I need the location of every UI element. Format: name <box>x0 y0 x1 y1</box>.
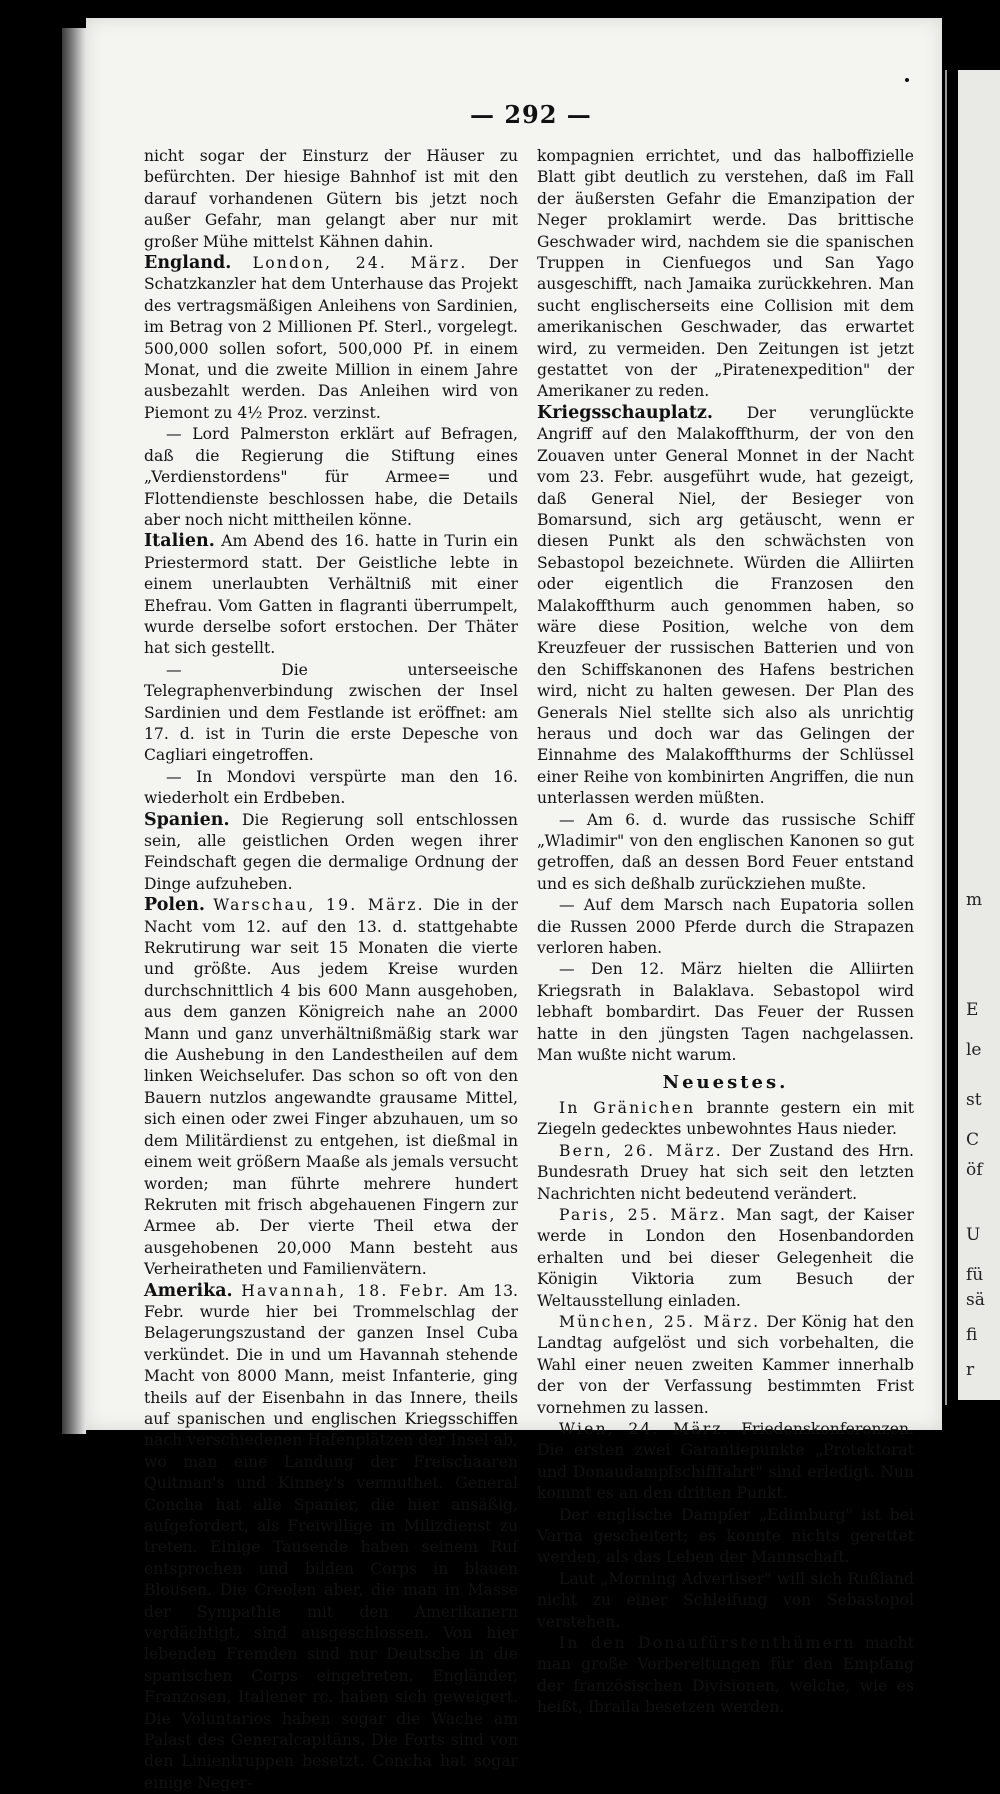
article-paragraph <box>537 1633 914 1719</box>
paragraph-text: Der verunglückte Angriff auf den Malakoffthurm, der von den Zouaven unter General Monnet in der Nacht vom 23. Febr. ausgeführt wude, hat gezeigt, daß General Niel, der Besieger von Bomarsund, sich arg getäuscht, wenn er diesen Punkt als den schwächsten von Sebastopol bezeichnete. Würden die Alliirten oder eigentlich die Franzosen den Malakoffthurm auch genommen haben, so wäre diese Position, welche von dem Kreuzfeuer der russischen Batterien und von den Schiffskanonen des Hafens bestrichen wird, nicht zu halten gewesen. Der Plan des Generals Niel stellte sich also als unrichtig heraus und doch war das Gelingen der Einnahme des Malakoffthurms der Schlüssel einer Reihe von kombinirten Angriffen, die nun unterlassen werden müßten. <box>537 403 914 808</box>
dateline: Bern, 26. März. <box>559 1141 723 1160</box>
paragraph-text: Die Regierung soll entschlossen sein, alle geistlichen Orden wegen ihrer Feindschaft gegen die dermalige Ordnung der Dinge aufzuheben. <box>144 810 518 893</box>
dateline: Havannah, 18. Febr. <box>241 1281 451 1300</box>
paragraph-text: — Den 12. März hielten die Alliirten Kriegsrath in Balaklava. Sebastopol wird lebhaft bombardirt. Das Feuer der Russen hatte in den jüngsten Tagen nachgelassen. Man wußte nicht warum. <box>537 960 914 1065</box>
article-heading: Amerika. <box>144 1280 233 1301</box>
paragraph-text: Der König hat den Landtag aufgelöst und sich vorbehalten, die Wahl einer neuen zweiten Kammer innerhalb der von der Verfassung bestimmten Frist vornehmen zu lassen. <box>537 1312 914 1417</box>
article-paragraph <box>144 1281 518 1794</box>
article-paragraph <box>144 767 518 810</box>
ink-speck <box>905 78 909 82</box>
article-paragraph <box>537 1569 914 1633</box>
edge-glyph: r <box>966 1360 975 1380</box>
paragraph-text: Man sagt, der Kaiser werde in London den Hosenbandorden erhalten und bei dieser Gelegenheit die Königin Viktoria zum Besuch der Weltausstellung einladen. <box>537 1205 914 1310</box>
article-paragraph <box>537 1505 914 1569</box>
article-paragraph <box>144 424 518 531</box>
edge-glyph: m <box>966 890 983 910</box>
article-paragraph <box>537 895 914 959</box>
next-page-edge <box>958 70 1000 1400</box>
paragraph-text: Der englische Dampfer „Edimburg" ist bei Varna gescheitert; es konnte nichts gerettet werden, als das Leben der Mannschaft. <box>537 1505 914 1567</box>
page-edge <box>945 70 947 1405</box>
article-paragraph <box>144 810 518 896</box>
article-heading: England. <box>144 253 232 274</box>
article-paragraph <box>144 895 518 1280</box>
section-title: Neuestes. <box>662 1072 789 1094</box>
article-paragraph <box>144 253 518 424</box>
edge-glyph: le <box>966 1040 982 1060</box>
edge-glyph: öf <box>966 1160 983 1180</box>
paragraph-text: kompagnien errichtet, und das halboffizielle Blatt gibt deutlich zu verstehen, daß im Fall der äußersten Gefahr die Emanzipation der Neger proklamirt werde. Das brittische Geschwader wird, nachdem sie die spanischen Truppen in Cienfuegos und San Yago ausgeschifft, nach Jamaika zurückkehren. Man sucht englischerseits eine Collision mit dem amerikanischen Geschwader, das erwartet wird, zu vermeiden. Den Zeitungen ist jetzt gestattet von der „Piratenexpedition" der Amerikaner zu reden. <box>537 147 914 401</box>
dateline: In Gränichen <box>559 1098 696 1117</box>
article-paragraph <box>537 146 914 403</box>
page-number: — 292 — <box>470 100 592 129</box>
paragraph-text: macht man große Vorbereitungen für den Empfang der französischen Divisionen, welche, wie es heißt, Ibraila besetzen werden. <box>537 1634 914 1717</box>
article-paragraph <box>537 1312 914 1419</box>
article-paragraph <box>144 146 518 253</box>
edge-glyph: fi <box>966 1325 978 1345</box>
paragraph-text: Am Abend des 16. hatte in Turin ein Priestermord statt. Der Geistliche lebte in einem unerlaubten Verhältniß mit einer Ehefrau. Vom Gatten in flagranti überrumpelt, wurde derselbe sofort erstochen. Der Thäter hat sich gestellt. <box>144 532 518 658</box>
paragraph-text: — Lord Palmerston erklärt auf Befragen, daß die Regierung die Stiftung eines „Verdienstordens" für Armee= und Flottendienste beschlossen habe, die Details aber noch nicht mittheilen könne. <box>144 425 518 529</box>
article-heading: Italien. <box>144 531 215 552</box>
dateline: Wien, 24. März. <box>559 1419 731 1438</box>
dateline: London, 24. März. <box>252 254 468 273</box>
paragraph-text: Am 13. Febr. wurde hier bei Trommelschlag der Belagerungszustand der ganzen Insel Cuba verkündet. Die in und um Havannah stehende Macht von 8000 Mann, meist Infanterie, ging theils auf der Eisenbahn in das Innere, theils auf spanischen und englischen Kriegsschiffen nach verschiedenen Hafenplätzen der Insel ab, wo man eine Landung der Freischaaren Quitman's und Kinney's vermuthet. General Concha hat alle Spanier, die hier ansäßig, aufgefordert, als Freiwillige in Milizdienst zu treten. Einige Tausende haben seinem Ruf entsprochen und bilden Corps in blauen Blousen. Die Creolen aber, die man in Masse der Sympathie mit den Amerikanern verdächtigt, sind ausgeschlossen. Von hier lebenden Fremden sind nur Deutsche in die spanischen Corps eingetreten. Engländer, Franzosen, Italiener rc. haben sich geweigert. Die Voluntarios haben sogar die Wache am Palast des Generalcapitäns. Die Forts sind von den Linientruppen besetzt. Concha hat sogar einige Neger- <box>144 1281 518 1792</box>
dateline: Warschau, 19. März. <box>213 896 425 915</box>
article-paragraph <box>537 810 914 896</box>
article-paragraph <box>537 1419 914 1505</box>
paragraph-text: Friedenskonferenzen. Die ersten zwei Garantiepunkte „Protektorat und Donaudampfschifffahrt" sind erledigt. Nun kommt es an den dritten Punkt. <box>537 1419 914 1503</box>
edge-glyph: st <box>966 1090 982 1110</box>
paragraph-text: brannte gestern ein mit Ziegeln gedecktes unbewohntes Haus nieder. <box>537 1098 914 1139</box>
paragraph-text: — Die unterseeische Telegraphenverbindung zwischen der Insel Sardinien und dem Festlande ist eröffnet: am 17. d. ist in Turin die erste Depesche von Cagliari eingetroffen. <box>144 660 518 765</box>
paragraph-text: Der Zustand des Hrn. Bundesrath Druey hat sich seit den letzten Nachrichten nicht bedeutend verändert. <box>537 1141 915 1203</box>
article-paragraph <box>537 1141 914 1205</box>
paragraph-text: — Auf dem Marsch nach Eupatoria sollen die Russen 2000 Pferde durch die Strapazen verloren haben. <box>537 896 914 958</box>
edge-glyph: sä <box>966 1290 985 1310</box>
left-column <box>144 146 518 1794</box>
paragraph-text: Die in der Nacht vom 12. auf den 13. d. stattgehabte Rekrutirung war seit 15 Monaten die vierte und größte. Aus jedem Kreise wurden durchschnittlich 4 bis 600 Mann ausgehoben, aus dem ganzen Königreich nahe an 2000 Mann und ganz unverhältnißmäßig stark war die Aushebung in den Landestheilen auf dem linken Weichselufer. Das schon so oft von den Bauern nutzlos angewandte grausame Mittel, sich einen oder zwei Finger abzuhauen, um so dem Militärdienst zu entgehen, ist dießmal in einem weit größern Maaße als jemals versucht worden; man führte mehrere hundert Rekruten mit frisch abgehauenen Fingern zur Armee ab. Der vierte Theil etwa der ausgehobenen 20,000 Mann besteht aus Verheiratheten und Familienvätern. <box>144 896 518 1279</box>
edge-glyph: C <box>966 1130 980 1150</box>
dateline: Paris, 25. März. <box>559 1205 728 1224</box>
article-heading: Spanien. <box>144 809 230 830</box>
paragraph-text: Der Schatzkanzler hat dem Unterhause das Projekt des vertragsmäßigen Anleihens von Sardinien, im Betrag von 2 Millionen Pf. Sterl., vorgelegt. 500,000 sollen sofort, 500,000 Pf. in einem Monat, und die zweite Million in einem Jahre ausbezahlt werden. Das Anleihen wird von Piemont zu 4½ Proz. verzinst. <box>144 254 518 422</box>
article-paragraph <box>537 1098 914 1141</box>
dateline: In den Donaufürstenthümern <box>559 1634 856 1653</box>
paragraph-text: Laut „Morning Advertiser" will sich Rußland nicht zu einer Schleifung von Sebastopol verstehen. <box>537 1569 914 1631</box>
article-heading: Kriegsschauplatz. <box>537 402 713 423</box>
article-heading: Polen. <box>144 895 205 916</box>
article-paragraph <box>537 403 914 810</box>
paragraph-text: — Am 6. d. wurde das russische Schiff „Wladimir" von den englischen Kanonen so gut getroffen, daß an dessen Bord Feuer entstand und es sich deßhalb zurückziehen mußte. <box>537 810 914 893</box>
edge-glyph: U <box>966 1225 981 1245</box>
dateline: München, 25. März. <box>559 1312 761 1331</box>
edge-glyph: E <box>966 1000 979 1020</box>
article-paragraph <box>144 531 518 659</box>
book-spine <box>62 28 86 1434</box>
paragraph-text: — In Mondovi verspürte man den 16. wiederholt ein Erdbeben. <box>144 767 518 808</box>
edge-glyph: fü <box>966 1265 984 1285</box>
article-paragraph <box>144 660 518 767</box>
article-paragraph <box>537 1205 914 1312</box>
right-column <box>537 146 914 1719</box>
article-paragraph <box>537 959 914 1066</box>
paragraph-text: nicht sogar der Einsturz der Häuser zu befürchten. Der hiesige Bahnhof ist mit den darauf vorhandenen Gütern bis jetzt noch außer Gefahr, man gelangt aber nur mit großer Mühe mittelst Kähnen dahin. <box>144 147 518 251</box>
